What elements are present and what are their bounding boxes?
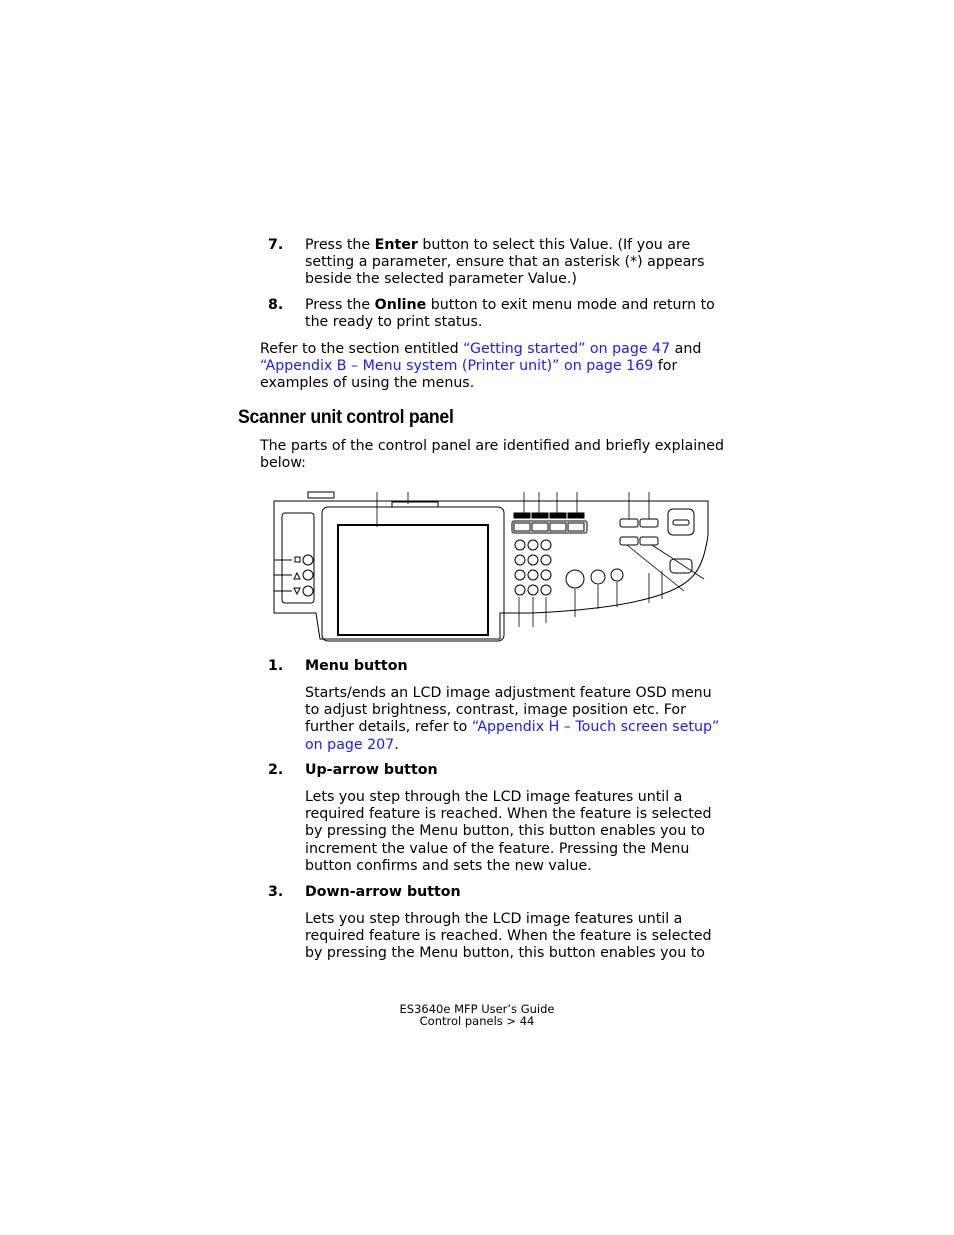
item-1-title: Menu button xyxy=(305,658,408,674)
item-number-3: 3. xyxy=(268,884,284,900)
lcd-screen xyxy=(338,525,488,635)
step-number-8: 8. xyxy=(268,297,284,313)
step-7-enter-label: Enter xyxy=(374,237,418,253)
item-number-1: 1. xyxy=(268,658,284,674)
function-keys xyxy=(620,519,658,545)
item-1-part-a: Starts/ends an LCD image adjustment feature OSD menu to adjust brightness, contrast, image position etc. For further details, refer to xyxy=(305,685,712,736)
step-8-text xyxy=(305,297,725,331)
appendix-b-link[interactable]: “Appendix B – Menu system (Printer unit)” on page 169 xyxy=(260,358,654,375)
item-3-title: Down-arrow button xyxy=(305,884,461,900)
lcd-surround xyxy=(322,507,504,641)
refer-paragraph xyxy=(260,341,725,393)
item-2-text: Lets you step through the LCD image features until a required feature is reached. When the feature is selected by pressing the Menu button, this button enables you to increment the value of the feature. Pressing the Menu button confirms and sets the new value. xyxy=(305,789,712,874)
getting-started-link[interactable]: “Getting started” on page 47 xyxy=(463,341,671,357)
lcd-top-bar xyxy=(392,502,438,507)
card-reader xyxy=(668,509,694,535)
item-number-2: 2. xyxy=(268,762,284,778)
section-heading: Scanner unit control panel xyxy=(238,407,454,428)
handle xyxy=(670,559,692,573)
refer-part-b: and xyxy=(670,341,702,357)
left-slot xyxy=(282,513,314,603)
start-stop-reset-buttons xyxy=(566,569,623,588)
card-slot xyxy=(673,520,689,525)
item-2-title: Up-arrow button xyxy=(305,762,438,778)
appendix-h-link[interactable]: “Appendix H – Touch screen setup” on page 207 xyxy=(305,719,720,753)
step-number-7: 7. xyxy=(268,237,284,253)
step-7-text xyxy=(305,237,725,289)
panel-outline xyxy=(274,501,708,639)
item-1-part-b: . xyxy=(394,736,399,753)
control-panel-diagram xyxy=(272,487,714,643)
callout-lines xyxy=(377,492,704,627)
mode-keys xyxy=(512,513,587,533)
step-8-part-a: Press the xyxy=(305,297,375,313)
item-1-text xyxy=(305,685,725,754)
refer-part-c: for examples of using the menus. xyxy=(260,358,678,392)
step-7-part-a: Press the xyxy=(305,237,375,253)
lcd-side-buttons xyxy=(274,555,313,596)
step-7-part-c: button to select this Value. (If you are setting a parameter, ensure that an asterisk (*) appears beside the selected parameter Value.) xyxy=(305,237,705,288)
step-8-part-c: button to exit menu mode and return to the ready to print status. xyxy=(305,297,715,331)
item-3-text: Lets you step through the LCD image features until a required feature is reached. When the feature is selected by pressing the Menu button, this button enables you to xyxy=(305,911,712,962)
footer-page-ref: Control panels > 44 xyxy=(419,1014,535,1028)
panel-latch xyxy=(308,492,334,498)
step-8-online-label: Online xyxy=(374,297,427,313)
numeric-keypad xyxy=(515,540,551,595)
footer-guide-title: ES3640e MFP User’s Guide xyxy=(399,1002,555,1016)
section-intro: The parts of the control panel are identified and briefly explained below: xyxy=(260,438,724,472)
refer-part-a: Refer to the section entitled xyxy=(260,341,464,357)
